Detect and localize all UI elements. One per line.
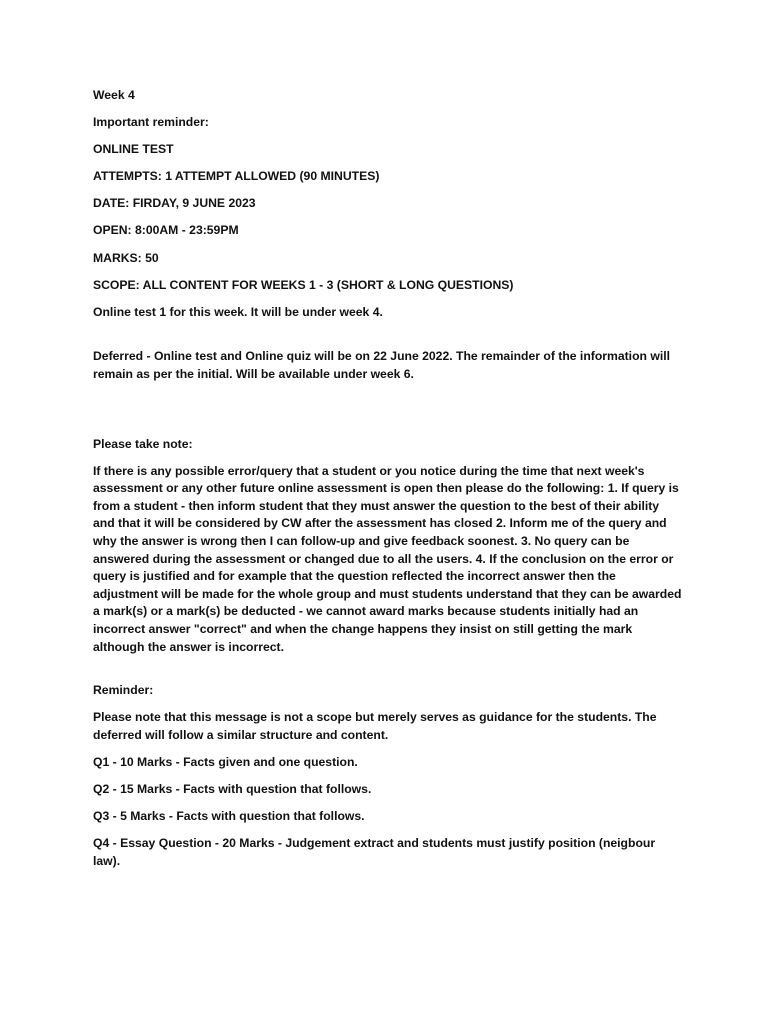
open-line: OPEN: 8:00AM - 23:59PM — [93, 223, 239, 238]
attempts-line: ATTEMPTS: 1 ATTEMPT ALLOWED (90 MINUTES) — [93, 169, 380, 184]
online-test-note: Online test 1 for this week. It will be under week 4. — [93, 304, 383, 319]
test-name: ONLINE TEST — [93, 142, 174, 157]
take-note-heading: Please take note: — [93, 436, 193, 451]
date-line: DATE: FIRDAY, 9 JUNE 2023 — [93, 196, 256, 211]
important-reminder-heading: Important reminder: — [93, 115, 209, 130]
marks-line: MARKS: 50 — [93, 250, 159, 265]
question-item-4: Q4 - Essay Question - 20 Marks - Judgement extract and students must justify position (neigbour law). — [93, 836, 656, 868]
reminder-heading: Reminder: — [93, 683, 154, 698]
guidance-paragraph: Please note that this message is not a scope but merely serves as guidance for the students. The deferred will follow a similar structure and content. — [93, 710, 657, 742]
question-item-3: Q3 - 5 Marks - Facts with question that follows. — [93, 809, 365, 824]
error-query-paragraph: If there is any possible error/query that a student or you notice during the time that next week's assessment or any other future online assessment is open then please do the following: 1. If query is from a student - then inform student that they must answer the question to the best of their ability and that it will be considered by CW after the assessment has closed 2. Inform me of the query and why the answer is wrong then I can follow-up and give feedback soonest. 3. No query can be answered during the assessment or changed due to all the users. 4. If the conclusion on the error or query is justified and for example that the question reflected the incorrect answer then the adjustment will be made for the whole group and must students understand that they can be awarded a mark(s) or a mark(s) be deducted - we cannot award marks because students initially had an incorrect answer "correct" and when the change happens they insist on still getting the mark although the answer is incorrect. — [93, 463, 682, 654]
question-item-1: Q1 - 10 Marks - Facts given and one question. — [93, 754, 358, 769]
week-heading: Week 4 — [93, 88, 135, 102]
deferred-note: Deferred - Online test and Online quiz will be on 22 June 2022. The remainder of the information will remain as per the initial. Will be available under week 6. — [93, 349, 670, 381]
scope-line: SCOPE: ALL CONTENT FOR WEEKS 1 - 3 (SHORT & LONG QUESTIONS) — [93, 277, 514, 292]
document-body — [93, 87, 683, 880]
question-item-2: Q2 - 15 Marks - Facts with question that follows. — [93, 782, 372, 797]
